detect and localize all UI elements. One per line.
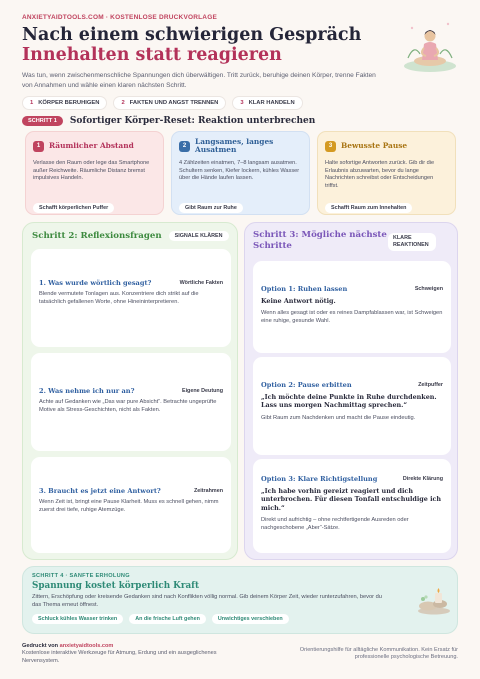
card-text: 4 Zählzeiten einatmen, 7–8 langsam ausatmen. Schultern senken, Kiefer lockern, kühles Wasser über die Hände laufen lassen.	[179, 160, 300, 182]
option-text: Gibt Raum zum Nachdenken und macht die Pause eindeutig.	[261, 414, 416, 421]
option-label: Direkte Klärung	[402, 476, 443, 482]
question-title: 3. Braucht es jetzt eine Antwort?	[39, 487, 161, 495]
section2-tag: SIGNALE KLÄREN	[169, 231, 229, 241]
intro-text: Was tun, wenn zwischenmenschliche Spannungen dich überwältigen. Tritt zurück, beruhige deinen Körper, trenne Fakten von Annahmen und wähle einen klaren nächsten Schritt.	[22, 72, 376, 89]
option-label: Schweigen	[414, 286, 443, 292]
option-title: Option 2: Pause erbitten	[261, 381, 352, 389]
candle-stones-icon	[415, 585, 453, 615]
question-label: Eigene Deutung	[181, 388, 223, 394]
option-card	[253, 261, 451, 353]
section1-header	[22, 116, 315, 126]
card-benefit-pill: Schafft Raum zum Innehalten	[325, 203, 412, 213]
tip-pill: An die frische Luft gehen	[129, 614, 206, 624]
step-pill-1: 1 KÖRPER BERUHIGEN	[22, 96, 107, 110]
step-pill-2: 2 FAKTEN UND ANGST TRENNEN	[113, 96, 226, 110]
option-title: Option 3: Klare Richtigstellung	[261, 475, 378, 483]
section4-label: SCHRITT 4 · SANFTE ERHOLUNG	[32, 573, 130, 579]
card-text: Verlasse den Raum oder lege das Smartphone außer Reichweite. Räumliche Distanz bremst impulsives Handeln.	[33, 160, 150, 182]
question-card	[31, 249, 231, 347]
card-number: 3	[325, 141, 336, 152]
recovery-section	[22, 566, 458, 634]
section1-badge: SCHRITT 1	[22, 116, 63, 126]
footer-disclaimer: Orientierungshilfe für alltägliche Kommunikation. Kein Ersatz für professionelle psychologische Betreuung.	[299, 647, 458, 661]
page-header	[22, 14, 402, 90]
option-text: Wenn alles gesagt ist oder es reines Dampfablassen war, ist Schweigen eine ruhige, gesunde Wahl.	[261, 310, 443, 325]
section3-title: Schritt 3: Mögliche nächste Schritte	[253, 230, 387, 251]
card-number: 2	[179, 141, 190, 152]
section4-text: Zittern, Erschöpfung oder kreisende Gedanken sind nach Konflikten völlig normal. Gib deinem Körper Zeit, wieder runterzufahren, bevor du das Thema erneut öffnest.	[32, 594, 382, 608]
meditation-figure-icon	[402, 14, 458, 74]
brand-line: ANXIETYAIDTOOLS.COM · KOSTENLOSE DRUCKVORLAGE	[22, 14, 217, 21]
option-text: Direkt und aufrichtig – ohne rechtfertigende Ausreden oder nachgeschobene „Aber“-Sätze.	[261, 517, 409, 532]
card-benefit-pill: Schafft körperlichen Puffer	[33, 203, 114, 213]
section4-title: Spannung kostet körperlich Kraft	[32, 581, 200, 591]
option-title: Option 1: Ruhen lassen	[261, 285, 348, 293]
tip-pill: Schluck kühles Wasser trinken	[32, 614, 123, 624]
option-quote: „Ich möchte deine Punkte in Ruhe durchdenken. Lass uns morgen Nachmittag sprechen.“	[261, 393, 437, 410]
card-number: 1	[33, 141, 44, 152]
reset-card-pause	[317, 131, 456, 215]
question-title: 1. Was wurde wörtlich gesagt?	[39, 279, 152, 287]
card-title: Bewusste Pause	[341, 140, 408, 150]
section2-title: Schritt 2: Reflexionsfragen	[32, 231, 162, 241]
recovery-tips	[32, 614, 448, 624]
card-benefit-pill: Gibt Raum zur Ruhe	[179, 203, 243, 213]
tip-pill: Unwichtiges verschieben	[212, 614, 289, 624]
question-text: Blende vermutete Tonlagen aus. Konzentriere dich strikt auf die tatsächlich gefallenen Worte, ohne Hineininterpretieren.	[39, 291, 199, 305]
page-title: Nach einem schwierigen Gespräch	[22, 25, 362, 45]
option-quote: Keine Antwort nötig.	[261, 297, 336, 305]
reset-card-distance	[25, 131, 164, 215]
footer-description: Kostenlose interaktive Werkzeuge für Atmung, Erdung und ein ausgeglichenes Nervensystem.	[22, 650, 217, 664]
page-subtitle: Innehalten statt reagieren	[22, 45, 282, 65]
option-card	[253, 357, 451, 455]
option-card	[253, 459, 451, 553]
section1-title: Sofortiger Körper-Reset: Reaktion unterbrechen	[69, 116, 316, 126]
question-label: Zeitrahmen	[193, 488, 223, 494]
card-text: Halte sofortige Antworten zurück. Gib dir die Erlaubnis abzuwarten, bevor du lange Nachrichten schreibst oder Entscheidungen triffst.	[325, 160, 435, 189]
next-steps-panel	[244, 222, 458, 560]
reset-card-breathing	[171, 131, 310, 215]
footer-left	[22, 643, 222, 665]
step-overview	[22, 96, 303, 110]
option-quote: „Ich habe vorhin gereizt reagiert und dich unterbrochen. Für diesen Tonfall entschuldige ich mich.“	[261, 487, 442, 512]
question-card	[31, 457, 231, 553]
card-title: Räumlicher Abstand	[49, 140, 134, 150]
card-title: Langsames, langes Ausatmen	[195, 136, 274, 154]
question-card	[31, 353, 231, 451]
step-pill-3: 3 KLAR HANDELN	[232, 96, 302, 110]
question-label: Wörtliche Fakten	[179, 280, 223, 286]
question-title: 2. Was nehme ich nur an?	[39, 387, 135, 395]
option-label: Zeitpuffer	[418, 382, 443, 388]
question-text: Wenn Zeit ist, bringt eine Pause Klarheit. Muss es schnell gehen, nimm zuerst drei tiefe, ruhige Atemzüge.	[39, 499, 219, 513]
printed-by: Gedruckt von	[22, 643, 59, 649]
reflection-panel	[22, 222, 238, 560]
section3-tag: KLARE REAKTIONEN	[388, 233, 436, 251]
question-text: Achte auf Gedanken wie „Das war pure Absicht“. Betrachte ungeprüfte Motive als Stress-Geschichten, nicht als Fakten.	[39, 399, 217, 413]
footer-site-link[interactable]: anxietyaidtools.com	[59, 643, 114, 649]
